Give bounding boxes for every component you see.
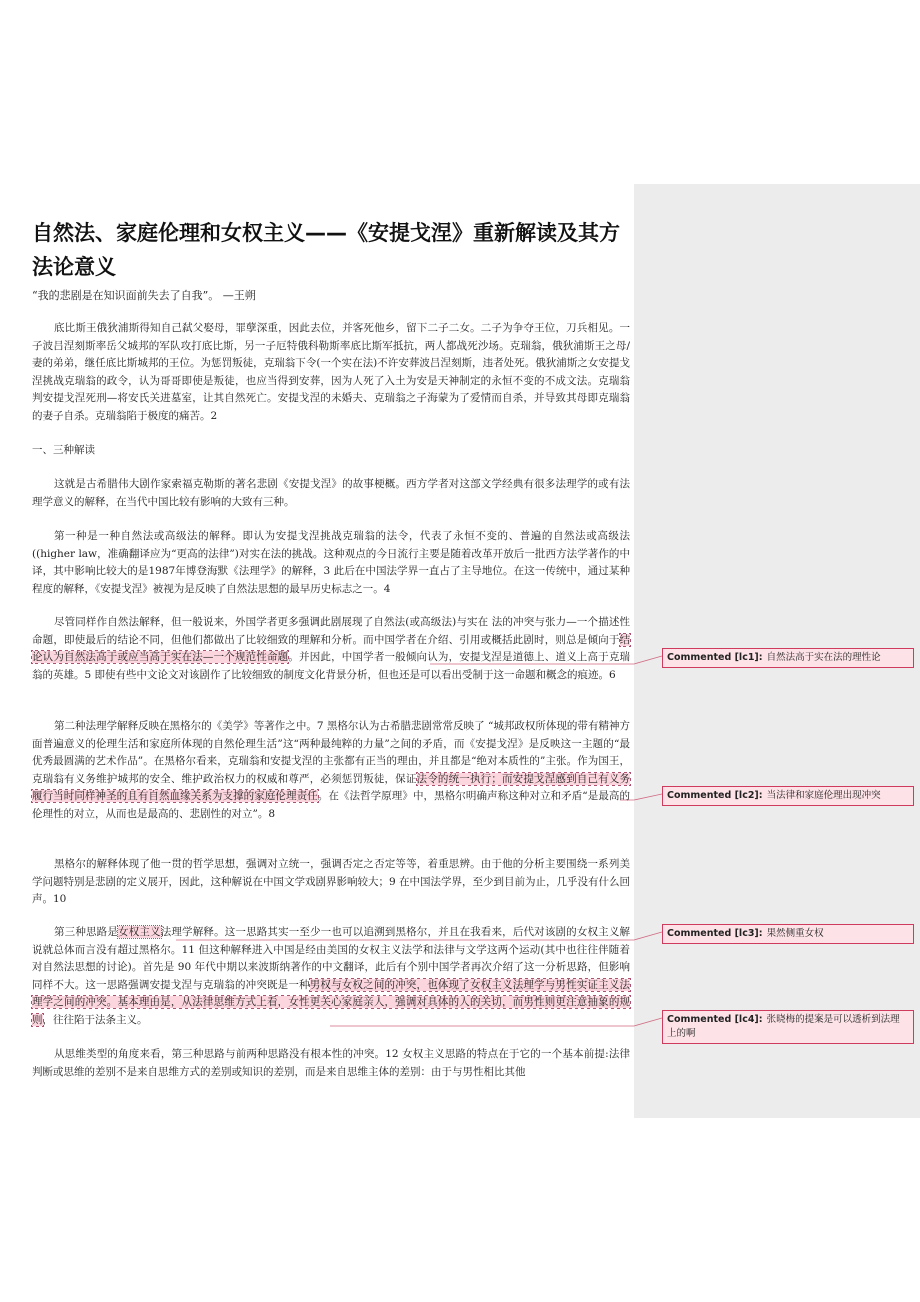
highlight-lc3[interactable]: 女权主义 [118, 926, 161, 938]
comment-label: Commented [lc1]: [667, 652, 763, 663]
p5-text-b: 。在《法哲学原理》中，黑格尔明确声称这种对立和矛盾“是最高的伦理性的对立，从而也是最高的、悲剧性的对立”。8 [32, 790, 630, 820]
comment-label: Commented [lc3]: [667, 928, 763, 939]
p5-text-a: 第二种法理学解释反映在黑格尔的《美学》等著作之中。7 黑格尔认为古希腊悲剧常常反映了 “城邦政权所体现的带有精神方面普遍意义的伦理生活和家庭所体现的自然伦理生活”这“两种最纯粹的力量”之间的矛盾，而《安提戈涅》是反映这一主题的“最优秀最圆满的艺术作品”。在黑格尔看来，克瑞翁和安提戈涅的主张都有正当的理由，并且都是“绝对本质性的”主张。作为国王，克瑞翁有义务维护城邦的安全、维护政治权力的权威和尊严，必须惩罚叛徒，保证 [32, 720, 630, 785]
comment-text: 果然侧重女权 [766, 928, 824, 939]
paragraph-2: 这就是古希腊伟大剧作家索福克勒斯的著名悲剧《安提戈涅》的故事梗概。西方学者对这部文学经典有很多法理学的或有法理学意义的解释，在当代中国比较有影响的大致有三种。 [32, 478, 630, 508]
paragraph-3: 第一种是一种自然法或高级法的解释。即认为安提戈涅挑战克瑞翁的法令，代表了永恒不变的、普遍的自然法或高级法((higher law，准确翻译应为“更高的法律”)对实在法的挑战。这种观点的今日流行主要是随着改革开放后一批西方法学著作的中译，其中影响比较大的是1987年博登海默《法理学》的解释，3 此后在中国法学界一直占了主导地位。在这一传统中，通过某种程度的解释，《安提戈涅》被视为是反映了自然法思想的最早历史标志之一。4 [32, 530, 630, 595]
highlight-lc1[interactable]: 结论认为自然法高于或应当高于实在法—一个规范性命题 [32, 633, 630, 664]
comment-lc2[interactable] [662, 786, 914, 806]
document-title: 自然法、家庭伦理和女权主义——《安提戈涅》重新解读及其方法论意义 [32, 221, 620, 279]
comment-label: Commented [lc2]: [667, 790, 763, 801]
paragraph-8: 从思维类型的角度来看，第三种思路与前两种思路没有根本性的冲突。12 女权主义思路的特点在于它的一个基本前提:法律判断或思维的差别不是来自思维方式的差别或知识的差别，而是来自思维主体的差别：由于与男性相比其他 [32, 1048, 630, 1078]
comment-lc4[interactable] [662, 1010, 914, 1044]
paragraph-7 [32, 924, 630, 1030]
highlight-lc2[interactable]: 法令的统一执行；而安提戈涅感到自己有义务履行当时同样神圣的且有自然血缘关系为支撑的家庭伦理责任 [32, 772, 631, 803]
paragraph-1: 底比斯王俄狄浦斯得知自己弑父娶母，罪孽深重，因此去位，并客死他乡，留下二子二女。二子为争夺王位，刀兵相见。一子波吕涅刻斯率岳父城邦的军队攻打底比斯，另一子厄特俄科勒斯率底比斯军抵抗，两人都战死沙场。克瑞翁，俄狄浦斯王之母/妻的弟弟，继任底比斯城邦的王位。为惩罚叛徒，克瑞翁下令(一个实在法)不许安葬波吕涅刻斯，违者处死。俄狄浦斯之女安提戈涅挑战克瑞翁的政令，认为哥哥即使是叛徒，也应当得到安葬，因为人死了入土为安是天神制定的永恒不变的不成文法。克瑞翁判安提戈涅死刑—将安氏关进墓室，让其自然死亡。安提戈涅的未婚夫、克瑞翁之子海蒙为了爱情而自杀，并导致其母即克瑞翁的妻子自杀。克瑞翁陷于极度的痛苦。2 [32, 322, 630, 422]
paragraph-6: 黑格尔的解释体现了他一贯的哲学思想，强调对立统一，强调否定之否定等等，着重思辨。由于他的分析主要围绕一系列美学问题特别是悲剧的定义展开，因此，这种解说在中国文学戏剧界影响较大；9 在中国法学界，至少到目前为止，几乎没有什么回声。10 [32, 858, 631, 906]
p7-text-c: ，往往陷于法条主义。 [42, 1013, 148, 1026]
highlight-lc4[interactable]: 男权与女权之间的冲突，也体现了女权主义法理学与男性实证主义法理学之间的冲突。基本理由是，从法律思维方式上看，女性更关心家庭亲人，强调对具体的人的关切，而男性则更注意抽象的规则 [32, 978, 631, 1026]
p7-text-b: 法理学解释。这一思路其实一至少一也可以追溯到黑格尔，并且在我看来，后代对该剧的女权主义解说就总体而言没有超过黑格尔。11 但这种解释进入中国是经由美国的女权主义法学和法律与文学这两个运动(其中也往往伴随着对自然法思想的讨论)。首先是 90 年代中期以来波斯纳著作的中文翻译，此后有个别中国学者再次介绍了这一分析思路，但影响同样不大。这一思路强调安提戈涅与克瑞翁的冲突既是一种 [32, 926, 631, 991]
comment-lc3[interactable] [662, 924, 914, 944]
p4-text-b: 。并因此，中国学者一般倾向认为，安提戈涅是道德上、道义上高于克瑞翁的英雄。5 即使有些中文论文对该剧作了比较细致的制度文化背景分析，但也还是可以看出受制于这一命题和概念的痕迹。6 [32, 651, 631, 681]
comment-label: Commented [lc4]: [667, 1014, 763, 1025]
p4-text-a: 尽管同样作自然法解释，但一般说来，外国学者更多强调此剧展现了自然法(或高级法)与实在 法的冲突与张力—一个描述性命题，即使最后的结论不同，但他们都做出了比较细致的理解和分析。而中国学者在介绍、引用或概括此剧时，则总是倾向于 [32, 616, 630, 646]
comment-lc1[interactable] [662, 648, 914, 668]
p7-text-a: 第三种思路是 [54, 926, 119, 938]
comment-text: 自然法高于实在法的理性论 [766, 652, 881, 663]
comment-text: 当法律和家庭伦理出现冲突 [766, 790, 881, 801]
section-heading: 一、三种解读 [32, 444, 95, 456]
epigraph: “我的悲剧是在知识面前失去了自我”。 —王朔 [32, 289, 256, 302]
paragraph-4 [32, 614, 630, 684]
paragraph-5 [32, 718, 630, 824]
comment-text: 张晓梅的提案是可以透析到法理上的啊 [667, 1014, 900, 1039]
